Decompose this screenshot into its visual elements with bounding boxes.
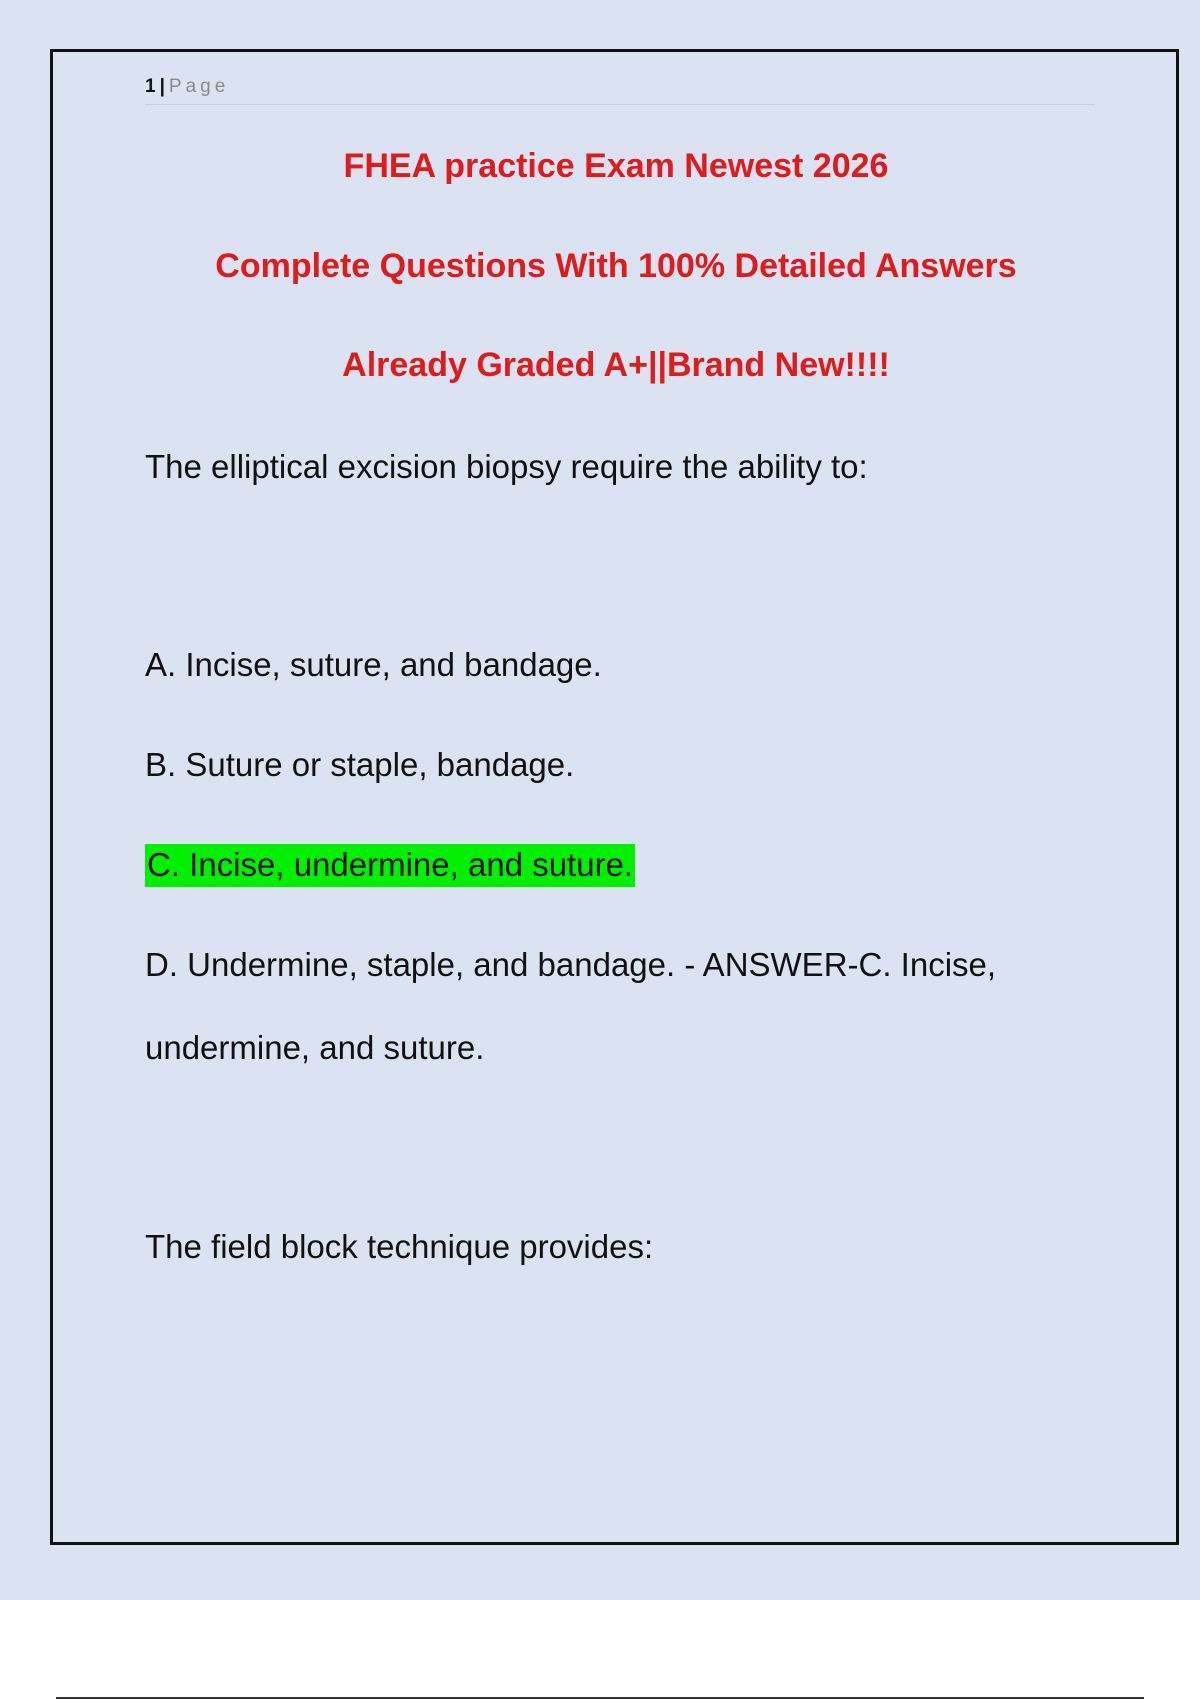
correct-answer-highlight: C. Incise, undermine, and suture. [145, 844, 635, 887]
option-d: D. Undermine, staple, and bandage. - ANSWER-C. Incise, [145, 946, 997, 983]
answer-continuation: undermine, and suture. [145, 1029, 485, 1066]
question-1-prompt: The elliptical excision biopsy require the ability to: [145, 448, 868, 485]
title-line-3: Already Graded A+||Brand New!!!! [342, 346, 890, 384]
page-header [145, 74, 1095, 105]
option-b: B. Suture or staple, bandage. [145, 746, 575, 783]
title-line-2: Complete Questions With 100% Detailed Answers [215, 247, 1017, 285]
bottom-rule [56, 1697, 1144, 1699]
option-a: A. Incise, suture, and bandage. [145, 646, 602, 683]
title-line-1: FHEA practice Exam Newest 2026 [343, 147, 889, 185]
question-2-prompt: The field block technique provides: [145, 1228, 654, 1265]
page-number: 1 [145, 76, 156, 97]
page-separator: | [159, 76, 165, 97]
option-c [145, 845, 635, 885]
page-word: Page [168, 76, 230, 97]
